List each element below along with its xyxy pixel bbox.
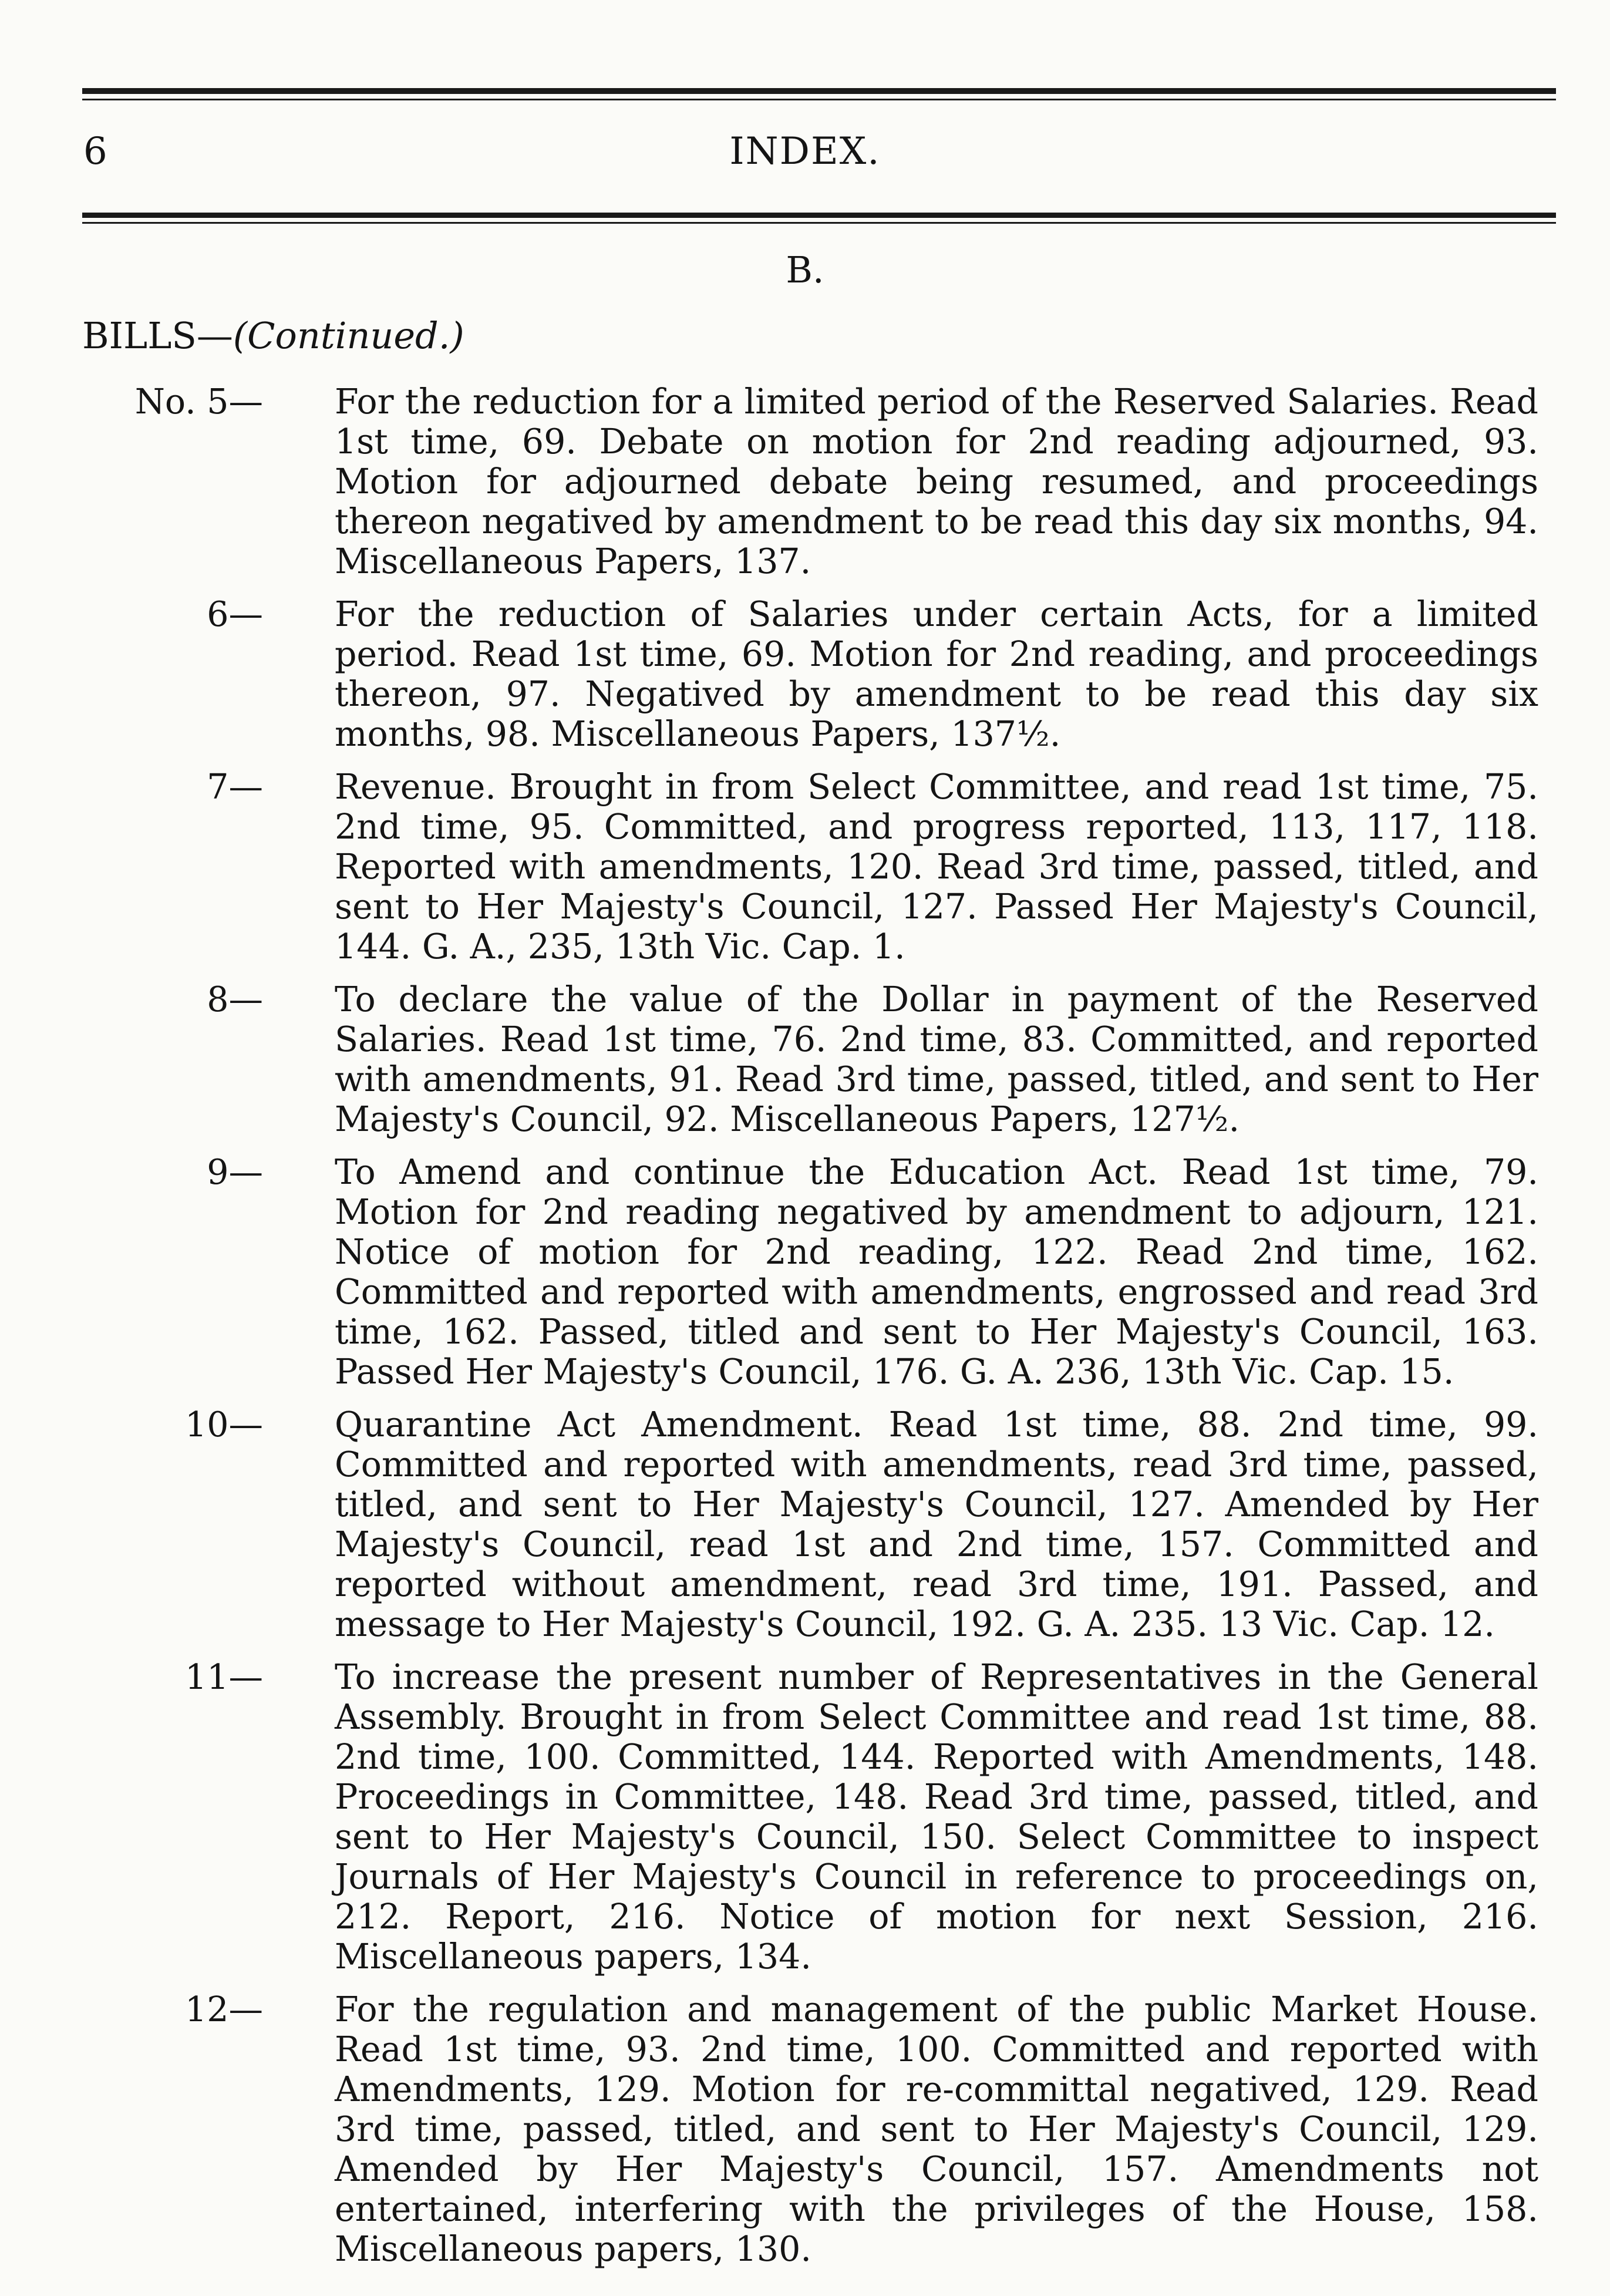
bill-text: To increase the present number of Representatives in the General Assembly. Brought in from Select Committee and read 1st time, 88. 2nd time, 100. Committed, 144. Reported with Amendments, 148. Proceedings in Committee, 148. Read 3rd time, passed, titled, and sent to Her Majesty's Council, 150. Select Committee to inspect Journals of Her Majesty's Council in reference to proceedings on, 212. Report, 216. Notice of motion for next Session, 216. Miscellaneous papers, 134. (335, 1657, 1538, 1977)
bill-text: For the reduction for a limited period of the Reserved Salaries. Read 1st time, 69. Debate on motion for 2nd reading adjourned, 93. Motion for adjourned debate being resumed, and proceedings thereon negatived by amendment to be read this day six months, 94. Miscellaneous Papers, 137. (335, 382, 1538, 581)
bill-number: 9— (207, 1152, 263, 1192)
index-letter: B. (786, 248, 824, 291)
bill-text: For the reduction of Salaries under certain Acts, for a limited period. Read 1st time, 69. Motion for 2nd reading, and proceedings thereon, 97. Negatived by amendment to be read this day six months, 98. Miscellaneous Papers, 137½. (335, 594, 1538, 754)
bill-text: Revenue. Brought in from Select Committee, and read 1st time, 75. 2nd time, 95. Committed, and progress reported, 113, 117, 118. Reported with amendments, 120. Read 3rd time, passed, titled, and sent to Her Majesty's Council, 127. Passed Her Majesty's Council, 144. G. A., 235, 13th Vic. Cap. 1. (335, 767, 1538, 967)
section-title: BILLS— (82, 314, 233, 357)
bill-text: To declare the value of the Dollar in payment of the Reserved Salaries. Read 1st time, 76. 2nd time, 83. Committed, and reported with amendments, 91. Read 3rd time, passed, titled, and sent to Her Majesty's Council, 92. Miscellaneous Papers, 127½. (335, 979, 1538, 1139)
bill-number: 11— (185, 1657, 263, 1697)
bill-number: No. 5— (134, 382, 263, 422)
running-title: INDEX. (729, 130, 881, 173)
header-rule-thin (82, 222, 1556, 224)
bill-text: Quarantine Act Amendment. Read 1st time, 88. 2nd time, 99. Committed and reported with amendments, read 3rd time, passed, titled, and sent to Her Majesty's Council, 127. Amended by Her Majesty's Council, read 1st and 2nd time, 157. Committed and reported without amendment, read 3rd time, 191. Passed, and message to Her Majesty's Council, 192. G. A. 235. 13 Vic. Cap. 12. (335, 1405, 1538, 1644)
page-number: 6 (83, 130, 107, 173)
bill-entries (0, 382, 1610, 2282)
top-rule-thin (82, 99, 1556, 100)
bill-entry (0, 1989, 1538, 2269)
bill-number: 10— (185, 1405, 263, 1445)
bill-entry (0, 1152, 1538, 1392)
top-rule (82, 88, 1556, 94)
bill-number: 6— (207, 594, 263, 634)
header-rule (82, 213, 1556, 218)
bill-number: 8— (207, 979, 263, 1019)
bill-number: 12— (185, 1989, 263, 2029)
section-heading (82, 312, 464, 359)
bill-entry (0, 767, 1538, 967)
bill-entry (0, 1405, 1538, 1644)
section-note: (Continued.) (233, 314, 464, 357)
bill-entry (0, 1657, 1538, 1977)
bill-number: 7— (207, 767, 263, 807)
bill-entry (0, 979, 1538, 1139)
bill-entry (0, 382, 1538, 581)
bill-entry (0, 594, 1538, 754)
bill-text: For the regulation and management of the public Market House. Read 1st time, 93. 2nd time, 100. Committed and reported with Amendments, 129. Motion for re-committal negatived, 129. Read 3rd time, passed, titled, and sent to Her Majesty's Council, 129. Amended by Her Majesty's Council, 157. Amendments not entertained, interfering with the privileges of the House, 158. Miscellaneous papers, 130. (335, 1989, 1538, 2269)
bill-text: To Amend and continue the Education Act. Read 1st time, 79. Motion for 2nd reading negatived by amendment to adjourn, 121. Notice of motion for 2nd reading, 122. Read 2nd time, 162. Committed and reported with amendments, engrossed and read 3rd time, 162. Passed, titled and sent to Her Majesty's Council, 163. Passed Her Majesty's Council, 176. G. A. 236, 13th Vic. Cap. 15. (335, 1152, 1538, 1392)
